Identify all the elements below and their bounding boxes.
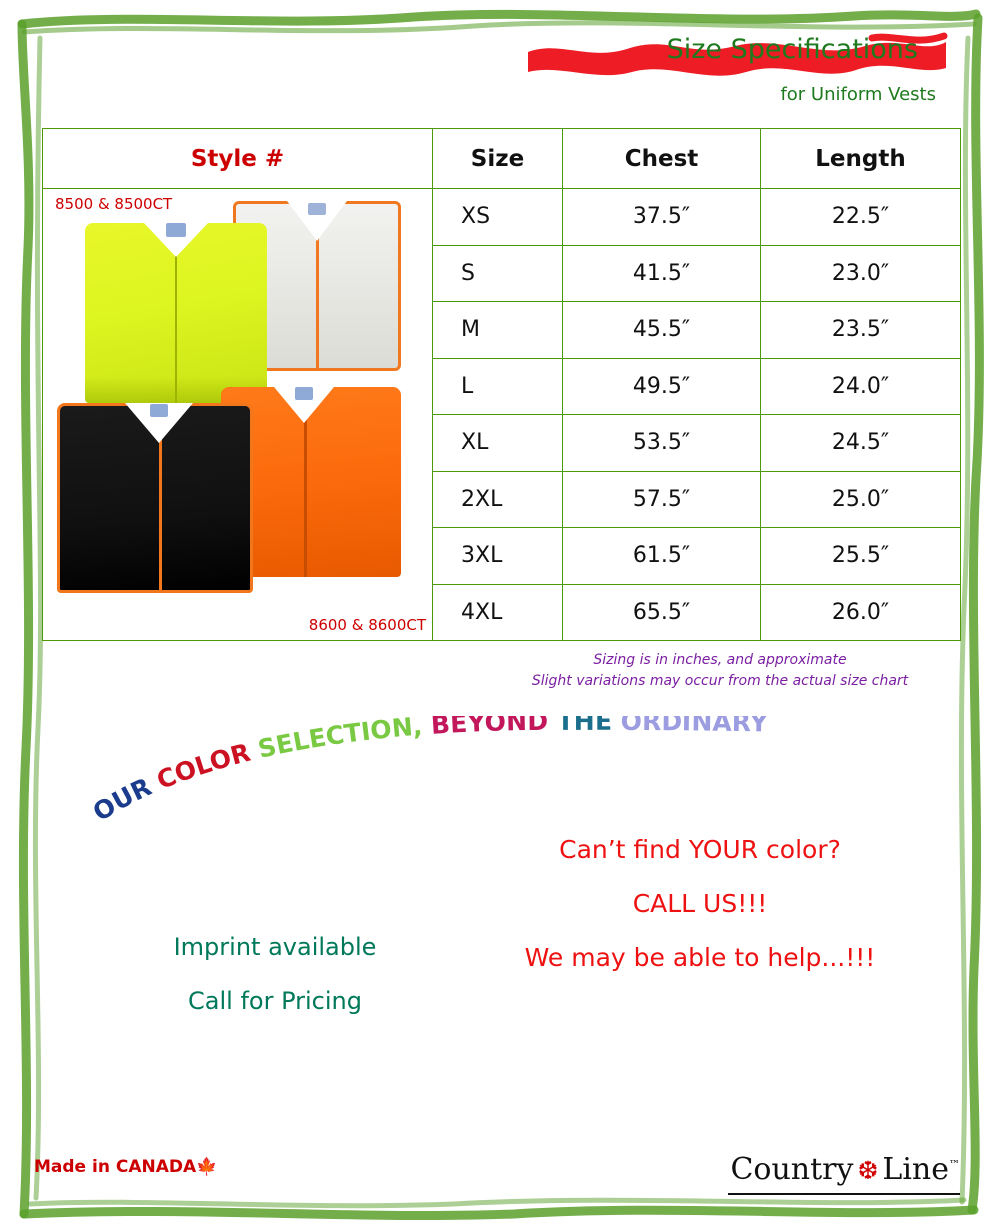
vest-image-yellow (85, 223, 267, 403)
brand-trademark: ™ (949, 1158, 960, 1171)
cell-chest: 65.5″ (563, 584, 761, 641)
cell-chest: 45.5″ (563, 302, 761, 359)
column-header-style: Style # (43, 129, 433, 189)
promo-right (450, 823, 950, 985)
maple-leaf-icon: ❆ (857, 1156, 879, 1185)
headline-word-beyond: BEYOND (430, 716, 549, 740)
headline-word-the: THE (556, 716, 613, 736)
cell-length: 25.0″ (761, 471, 961, 528)
vest-image-black (57, 403, 253, 593)
column-header-chest: Chest (563, 129, 761, 189)
headline-word-our: OUR (87, 772, 156, 826)
made-in-canada-label: Made in CANADA (34, 1157, 197, 1177)
brand-logo (730, 1152, 960, 1187)
table-header-row (43, 129, 961, 189)
promo-find-your-color: Can’t find YOUR color? (559, 835, 841, 864)
cell-chest: 53.5″ (563, 415, 761, 472)
promo-may-help: We may be able to help...!!! (524, 943, 876, 972)
cell-length: 23.5″ (761, 302, 961, 359)
promo-call-for-pricing: Call for Pricing (188, 987, 362, 1015)
cell-chest: 61.5″ (563, 528, 761, 585)
cell-size: M (433, 302, 563, 359)
cell-length: 26.0″ (761, 584, 961, 641)
size-specifications-table (42, 128, 961, 641)
column-header-length: Length (761, 129, 961, 189)
cell-chest: 49.5″ (563, 358, 761, 415)
sizing-note-line2: Slight variations may occur from the actual size chart (531, 673, 909, 689)
brand-name-line: Line (882, 1152, 949, 1187)
headline-word-color: COLOR (152, 737, 254, 796)
headline-word-selection: SELECTION, (255, 716, 424, 764)
cell-chest: 41.5″ (563, 245, 761, 302)
sizing-note (460, 650, 980, 692)
cell-size: 4XL (433, 584, 563, 641)
cell-chest: 57.5″ (563, 471, 761, 528)
svg-text:OUR COLOR (88, 716, 769, 826)
page-subtitle: for Uniform Vests (780, 84, 936, 105)
maple-leaf-icon: 🍁 (196, 1157, 218, 1177)
promo-call-us: CALL US!!! (632, 889, 768, 918)
color-selection-headline (60, 716, 940, 826)
style-label-8600: 8600 & 8600CT (308, 616, 426, 634)
title-banner (520, 30, 950, 74)
promo-imprint-available: Imprint available (173, 933, 377, 961)
headline-word-ordinary: ORDINARY (620, 716, 769, 738)
cell-length: 24.5″ (761, 415, 961, 472)
cell-size: XL (433, 415, 563, 472)
cell-length: 23.0″ (761, 245, 961, 302)
brand-underline (728, 1193, 960, 1195)
cell-length: 22.5″ (761, 189, 961, 246)
cell-length: 24.0″ (761, 358, 961, 415)
promo-left (110, 920, 440, 1028)
made-in-canada (34, 1157, 217, 1177)
cell-size: S (433, 245, 563, 302)
header (520, 30, 950, 105)
cell-length: 25.5″ (761, 528, 961, 585)
page-title: Size Specifications (666, 34, 918, 65)
style-label-8500: 8500 & 8500CT (55, 195, 173, 213)
cell-size: XS (433, 189, 563, 246)
sizing-note-line1: Sizing is in inches, and approximate (593, 652, 847, 668)
brand-name-country: Country (730, 1152, 854, 1187)
column-header-size: Size (433, 129, 563, 189)
vest-images-cell (43, 189, 433, 641)
cell-size: 2XL (433, 471, 563, 528)
cell-size: 3XL (433, 528, 563, 585)
table-row (43, 189, 961, 246)
cell-size: L (433, 358, 563, 415)
cell-chest: 37.5″ (563, 189, 761, 246)
